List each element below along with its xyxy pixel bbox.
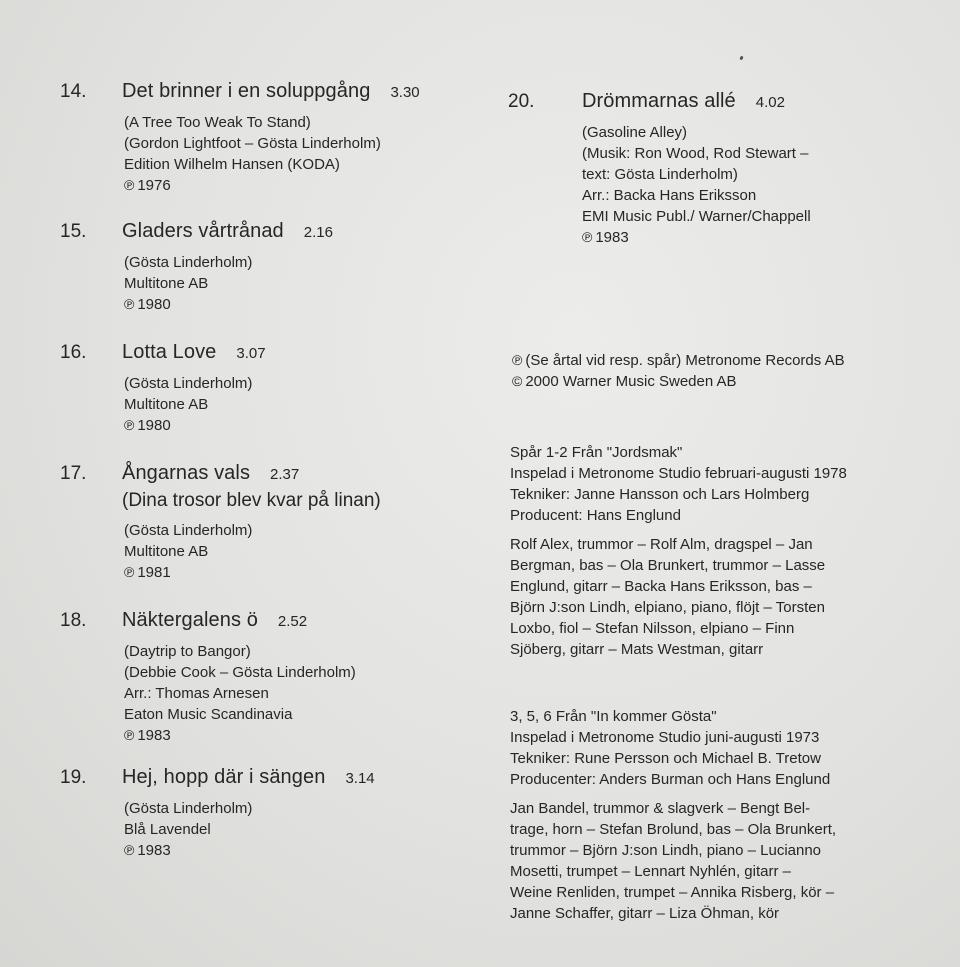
release-year-line [124, 840, 480, 861]
track-credits [124, 112, 480, 196]
track-credits [124, 373, 480, 436]
phonogram-notice: ℗ (Se årtal vid resp. spår) Metronome Records AB [512, 352, 845, 369]
musician-line: trage, horn – Stefan Brolund, bas – Ola Brunkert, [510, 821, 837, 838]
musician-line: trummor – Björn J:son Lindh, piano – Lucianno [510, 842, 822, 859]
track-number: 14. [60, 81, 87, 102]
track-entry [60, 460, 480, 583]
musician-line: Janne Schaffer, gitarr – Liza Öhman, kör [510, 905, 780, 922]
recording-studio: Inspelad i Metronome Studio juni-augusti 1973 [510, 729, 820, 746]
phonogram-icon: ℗ [124, 727, 135, 743]
track-entry [60, 607, 480, 746]
musician-line: Mosetti, trumpet – Lennart Nyhlén, gitarr – [510, 863, 791, 880]
phonogram-icon: ℗ [124, 296, 135, 312]
release-year: 1980 [137, 417, 171, 434]
track-header [60, 218, 480, 246]
track-credits [124, 798, 480, 861]
ink-mark [739, 56, 744, 61]
recording-studio: Inspelad i Metronome Studio februari-augusti 1978 [510, 465, 847, 482]
track-duration: 2.52 [277, 613, 308, 630]
track-header [60, 78, 480, 106]
credit-line: Blå Lavendel [124, 821, 211, 838]
track-duration: 3.07 [236, 345, 266, 362]
credit-line: text: Gösta Linderholm) [582, 166, 738, 183]
release-year-line [124, 175, 480, 196]
track-number: 16. [60, 342, 87, 363]
release-year: 1981 [137, 564, 171, 581]
track-duration: 2.16 [303, 224, 333, 241]
phonogram-icon: ℗ [512, 352, 523, 368]
track-entry [60, 218, 480, 315]
phonogram-icon: ℗ [124, 842, 135, 858]
release-year: 1976 [137, 177, 171, 194]
credit-line: EMI Music Publ./ Warner/Chappell [582, 208, 811, 225]
recording-producer: Producenter: Anders Burman och Hans Englund [510, 771, 831, 788]
track-header [60, 339, 480, 367]
release-year-line [124, 294, 480, 315]
recording-tech: Tekniker: Janne Hansson och Lars Holmberg [510, 486, 810, 503]
credit-line: (Gösta Linderholm) [124, 375, 253, 392]
credit-line: Arr.: Thomas Arnesen [124, 685, 269, 702]
tracklist-left-column [60, 78, 480, 861]
track-entry [508, 88, 948, 248]
release-year-line [124, 562, 480, 583]
release-year: 1983 [595, 229, 629, 246]
musician-line: Weine Renliden, trumpet – Annika Risberg, kör – [510, 884, 835, 901]
credit-line: Multitone AB [124, 396, 209, 413]
musician-line: Rolf Alex, trummor – Rolf Alm, dragspel – Jan [510, 536, 813, 553]
track-number: 18. [60, 610, 87, 631]
track-credits [582, 122, 948, 248]
phonogram-icon: ℗ [124, 417, 135, 433]
musicians-paragraph [510, 534, 950, 660]
track-entry [60, 78, 480, 196]
release-year: 1983 [137, 727, 171, 744]
recording-info-1 [510, 442, 950, 660]
phonogram-icon: ℗ [582, 229, 593, 245]
track-entry [60, 764, 480, 861]
release-year-line [124, 725, 480, 746]
track-title: Det brinner i en soluppgång [122, 80, 371, 102]
track-header [60, 460, 480, 488]
credit-line: (Gordon Lightfoot – Gösta Linderholm) [124, 135, 381, 152]
track-title: Lotta Love [122, 341, 217, 363]
track-title: Gladers vårtrånad [122, 220, 284, 242]
musicians-paragraph [510, 798, 950, 924]
release-year: 1980 [137, 296, 171, 313]
track-number: 15. [60, 221, 87, 242]
track-duration: 2.37 [270, 466, 300, 483]
credit-line: (Gösta Linderholm) [124, 800, 253, 817]
track-title: Hej, hopp där i sängen [122, 766, 326, 788]
track-duration: 3.30 [390, 84, 420, 101]
musician-line: Loxbo, fiol – Stefan Nilsson, elpiano – Finn [510, 620, 795, 637]
track-credits [124, 252, 480, 315]
track-number: 19. [60, 767, 87, 788]
credit-line: (Musik: Ron Wood, Rod Stewart – [582, 145, 809, 162]
recording-tech: Tekniker: Rune Persson och Michael B. Tretow [510, 750, 821, 767]
track-header [508, 88, 948, 116]
musician-line: Jan Bandel, trummor & slagverk – Bengt Bel- [510, 800, 811, 817]
credit-line: (Gösta Linderholm) [124, 254, 253, 271]
release-year-line [582, 227, 948, 248]
copyright-block [512, 350, 952, 392]
release-year: 1983 [137, 842, 171, 859]
musician-line: Sjöberg, gitarr – Mats Westman, gitarr [510, 641, 764, 658]
recording-heading: 3, 5, 6 Från "In kommer Gösta" [510, 708, 717, 725]
release-year-line [124, 415, 480, 436]
track-header [60, 764, 480, 792]
phonogram-icon: ℗ [124, 564, 135, 580]
recording-producer: Producent: Hans Englund [510, 507, 681, 524]
track-title: Ångarnas vals [122, 462, 251, 484]
credit-line: Edition Wilhelm Hansen (KODA) [124, 156, 340, 173]
musician-line: Björn J:son Lindh, elpiano, piano, flöjt – Torsten [510, 599, 825, 616]
track-header [60, 607, 480, 635]
musician-line: Bergman, bas – Ola Brunkert, trummor – Lasse [510, 557, 826, 574]
track-duration: 4.02 [755, 94, 785, 111]
track-duration: 3.14 [345, 770, 375, 787]
copyright-icon: © [512, 373, 523, 389]
recording-heading: Spår 1-2 Från "Jordsmak" [510, 444, 683, 461]
phonogram-icon: ℗ [124, 177, 135, 193]
credit-line: (Gasoline Alley) [582, 124, 688, 141]
track-credits [124, 520, 480, 583]
copyright-notice: © 2000 Warner Music Sweden AB [512, 373, 737, 390]
credit-line: Eaton Music Scandinavia [124, 706, 293, 723]
credit-line: (Gösta Linderholm) [124, 522, 253, 539]
credit-line: Arr.: Backa Hans Eriksson [582, 187, 757, 204]
track-number: 20. [508, 91, 535, 112]
track-credits [124, 641, 480, 746]
track-title: Näktergalens ö [122, 609, 258, 631]
track-entry [60, 339, 480, 436]
musician-line: Englund, gitarr – Backa Hans Eriksson, bas – [510, 578, 812, 595]
credit-line: Multitone AB [124, 543, 209, 560]
tracklist-right-column [508, 88, 948, 262]
recording-info-2 [510, 706, 950, 924]
track-subtitle: (Dina trosor blev kvar på linan) [122, 490, 381, 511]
track-title: Drömmarnas allé [582, 90, 736, 112]
credit-line: (Debbie Cook – Gösta Linderholm) [124, 664, 356, 681]
credit-line: (Daytrip to Bangor) [124, 643, 251, 660]
credit-line: Multitone AB [124, 275, 209, 292]
track-number: 17. [60, 463, 87, 484]
credit-line: (A Tree Too Weak To Stand) [124, 114, 311, 131]
